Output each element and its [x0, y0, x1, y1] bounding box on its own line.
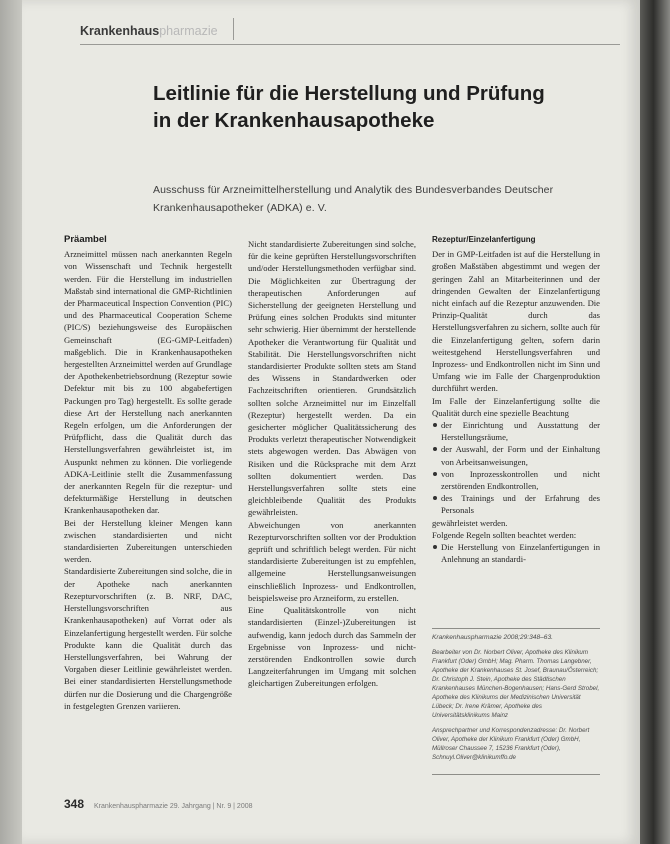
journal-info: Krankenhauspharmazie 29. Jahrgang | Nr. 9 | 2008: [93, 803, 253, 810]
page-footer: [64, 797, 594, 811]
article-title: [153, 80, 593, 134]
subtitle-line-1: Ausschuss für Arzneimittelherstellung und Analytik des Bundesverbandes Deutscher: [153, 184, 554, 196]
list-item: von Inprozesskontrollen und nicht zerstörenden Endkontrollen,: [441, 468, 600, 492]
bullet-list: [432, 419, 600, 517]
bullet-list: [432, 541, 600, 565]
section-heading-praeambel: Präambel: [64, 234, 107, 245]
list-item: Die Herstellung von Einzelanfertigungen in Anlehnung an standardi-: [441, 542, 600, 565]
list-item: der Auswahl, der Form und der Einhaltung von Arbeitsanweisungen,: [441, 444, 600, 467]
citation: Krankenhauspharmazie 2008;29:348–63.: [432, 634, 553, 641]
subtitle-line-2: Krankenhausapotheker (ADKA) e. V.: [153, 202, 327, 214]
page-number: 348: [64, 797, 85, 811]
paragraph: Im Falle der Einzelanfertigung sollte die Qualität durch eine spezielle Beachtung: [432, 395, 600, 418]
text-column-3: [432, 234, 600, 565]
author-info-box: [432, 628, 600, 775]
section-name-suffix: pharmazie: [159, 24, 218, 38]
author-list: Bearbeiter von Dr. Norbert Oliver, Apotheke des Klinikum Frankfurt (Oder) GmbH; Mag. Pharm. Thomas Langebner, Apotheke der Krankenhauses St. Josef, Braunau/Österreich; Dr. Christoph J. Stein, Apotheke des Städtischen Krankenhauses München-Bogenhausen; Hans-Gerd Strobel, Apotheke des Klinikums der Medizinischen Universität Lübeck; Dr. Irene Krämer, Apotheke des Universitätsklinikums Mainz: [432, 649, 600, 719]
title-line-1: Leitlinie für die Herstellung und Prüfung: [153, 82, 545, 105]
text-column-1: [64, 234, 232, 712]
paragraph: Standardisierte Zubereitungen sind solche, die in der Apotheke nach anerkannten Rezepturvorschriften (z. B. NRF, DAC, Herstellungsvorschriften aus Krankenhausapotheken) auf Vorrat oder als Einzelanfertigung hergestellt werden. Für solche Produkte kann die Qualität durch das Herstellungsverfahren, bei Wahrung der Vorgaben dieser Leitlinie gewährleistet werden. Bei einer standardisierten Herstellungsmethode dürfen nur die Dosierung und die Chargengröße in festgelegten Grenzen variieren.: [64, 566, 233, 711]
paragraph: Nicht standardisierte Zubereitungen sind solche, für die keine geprüften Herstellungsvorschriften und/oder Herstellungsmethoden verfügbar sind. Die Möglichkeiten zur Übertragung der therapeutischen Anforderungen auf Sicherstellung der geeigneten Herstellung und Prüfung eines solchen Produkts sind mitunter sehr schwierig. Hier übernimmt der herstellende Apotheker die Verantwortung für Qualität und Stabilität. Die Herstellungsvorschriften nicht standardisierter Produkte sollten stets am Stand des Wissens in Standardwerken oder Fachzeitschriften orientieren. Grundsätzlich sollten solche Arzneimittel nur im Einzelfall (Rezeptur) hergestellt werden. Da ein gesicherter möglicher Qualitätssicherung des Produkts verletzt therapeutischer Notwendigkeit stets abgewogen werden. Das Abwägen von Risiken und die Rücksprache mit dem Arzt sollten dokumentiert werden. Das Herstellungsverfahren sollte stets eine gleichbleibende Qualität des Produkts gewährleisten.: [248, 239, 416, 518]
paragraph: Der in GMP-Leitfaden ist auf die Herstellung in großen Maßstäben abgestimmt und wegen der geringen Zahl an Mitarbeiterinnen und der dringenden Gewalten der Einzelanfertigung nicht einfach auf die Rezeptur anzuwenden. Die Prinzip-Qualität durch das Herstellungsverfahren zu sichern, sollte auch für die Einzelanfertigung gelten, sofern darin weitestgehend Herstellungsverfahren und Inprozess- und Endkontrollen nicht im Sinn und Umfang wie im Falle der Chargenproduktion durchführt werden.: [432, 249, 600, 394]
header-divider: [233, 18, 234, 40]
paragraph: Folgende Regeln sollten beachtet werden:: [432, 529, 577, 540]
title-line-2: in der Krankenhausapotheke: [153, 109, 435, 132]
section-name: Krankenhaus: [80, 24, 160, 38]
list-item: der Einrichtung und Ausstattung der Herstellungsräume,: [441, 420, 600, 443]
page-gutter: [0, 0, 22, 844]
paragraph: gewährleistet werden.: [432, 517, 508, 528]
section-heading-rezeptur: Rezeptur/Einzelanfertigung: [432, 235, 536, 244]
text-column-2: [248, 238, 416, 690]
section-header: [80, 24, 620, 45]
article-authors: [153, 181, 593, 217]
correspondence-address: Ansprechpartner und Korrespondenzadresse: Dr. Norbert Oliver, Apotheke der Klinikum Frankfurt (Oder) GmbH, Müllroser Chaussee 7, 15236 Frankfurt (Oder), Schnuyl.Oliver@klinikumffo.de: [432, 727, 590, 761]
paragraph: Eine Qualitätskontrolle von nicht standardisierten (Einzel-)Zubereitungen ist aufwendig, kann jedoch durch das Sammeln der Ergebnisse von Inprozess- und nicht-zerstörenden Endkontrollen sowie durch Langzeiterfahrungen im Umgang mit solchen gleichartigen Zubereitungen erfolgen.: [248, 605, 416, 689]
paragraph: Bei der Herstellung kleiner Mengen kann zwischen standardisierten und nicht standardisierten Zubereitungen unterschieden werden.: [64, 517, 232, 565]
paragraph: Abweichungen von anerkannten Rezepturvorschriften sollten vor der Produktion geprüft und schriftlich belegt werden. Für nicht standardisierte Zubereitungen ist zu empfehlen, allgemeine Herstellungsanweisungen einschließlich Inprozess- und Endkontrollen, beispielsweise pro Arzneiform, zu erstellen.: [248, 519, 416, 603]
paragraph: Arzneimittel müssen nach anerkannten Regeln von Wissenschaft und Technik hergestellt werden. Für die Herstellung im industriellen Maßstab sind international die GMP-Richtlinien der Pharmaceutical Inspection Convention (PIC) und des Pharmaceutical Cooperation Scheme (PIC/S) beziehungsweise des Europäischen Gemeinschaft (EG-GMP-Leitfaden) maßgeblich. Die in Krankenhausapotheken hergestellten Arzneimittel werden auf Grundlage der Apothekenbetriebsordnung (Rezeptur sowie Defektur mit bis zu 100 abgabefertigen Packungen pro Tag) hergestellt. Es sollte gerade diese Art der Herstellung nach anerkannten Regeln erfolgen, um die Anforderungen der Prüfpflicht, dass die Qualität durch das Herstellungsverfahren gewährleistet ist, im Auspunkt nehmen zu können. Die vorliegende ADKA-Leitlinie stellt die Zusammenfassung der anerkannten Regeln für die rezeptur- und defekturmäßige Herstellung in deutschen Krankenhausapotheken dar.: [64, 249, 232, 516]
book-spine-shadow: [640, 0, 670, 844]
list-item: des Trainings und der Erfahrung des Personals: [441, 493, 600, 516]
